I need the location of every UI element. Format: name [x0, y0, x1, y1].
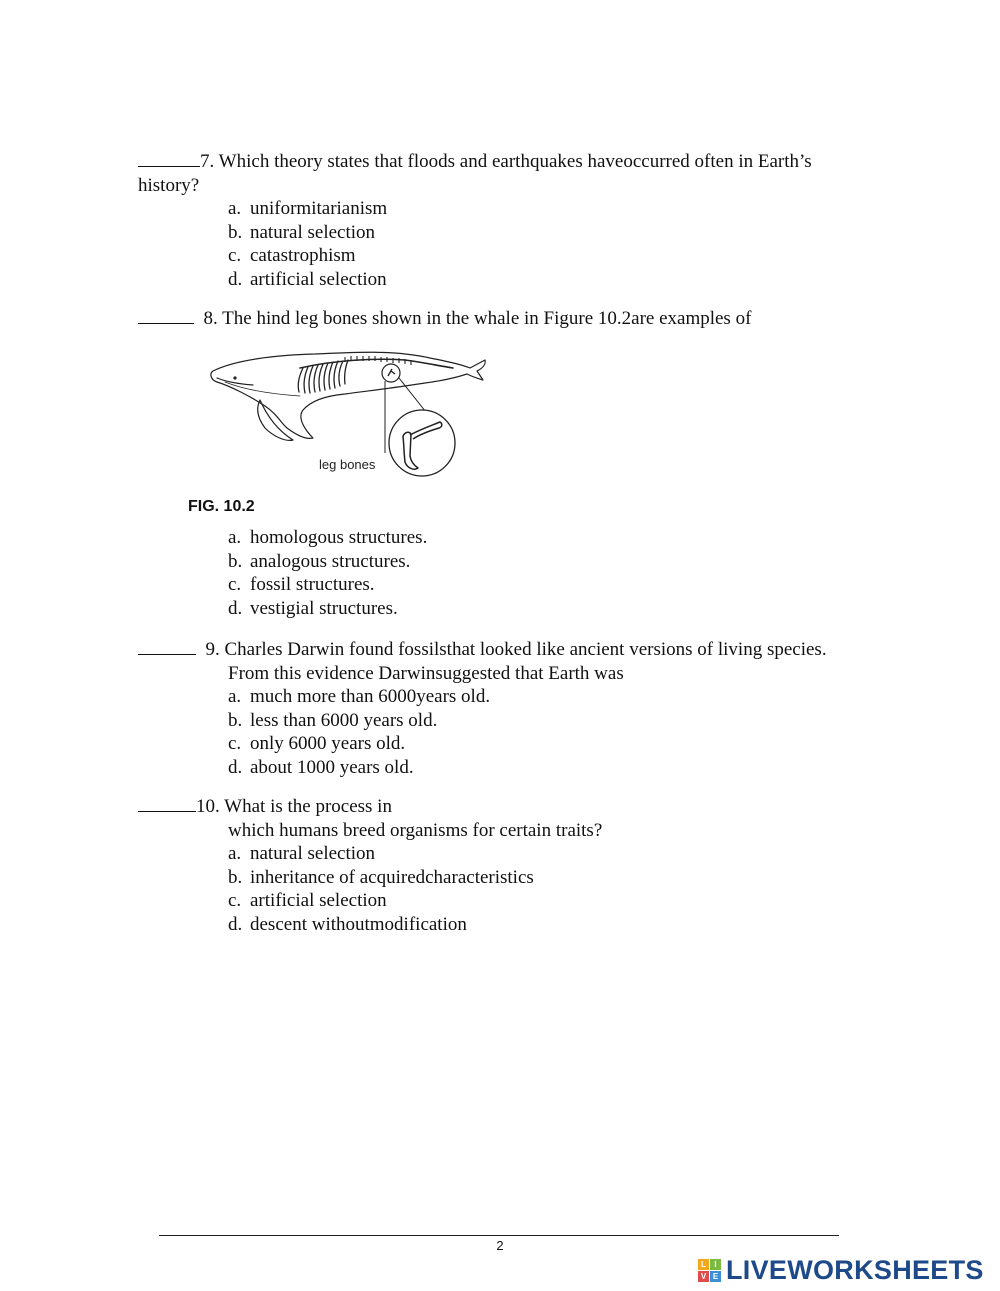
question-8-options	[138, 526, 878, 620]
liveworksheets-brand[interactable]	[698, 1253, 996, 1287]
answer-blank[interactable]	[138, 794, 196, 812]
option-a	[228, 526, 878, 550]
question-text: Which theory states that floods and earthquakes haveoccurred often in Earth’s	[218, 151, 812, 172]
option-text: less than 6000 years old.	[250, 709, 438, 731]
option-letter: c.	[228, 890, 242, 911]
logo-letter: V	[698, 1271, 709, 1282]
question-text-continued: From this evidence Darwinsuggested that Earth was	[228, 662, 624, 684]
option-letter: b.	[228, 709, 243, 731]
option-letter: b.	[228, 221, 243, 243]
option-letter: c.	[228, 733, 242, 754]
option-text: inheritance of acquiredcharacteristics	[250, 866, 534, 888]
question-number: 9.	[205, 639, 220, 660]
option-text: artificial selection	[250, 268, 387, 290]
question-10	[138, 794, 878, 936]
whale-eye	[233, 376, 236, 379]
brand-name: LIVEWORKSHEETS	[726, 1254, 984, 1285]
option-c	[228, 889, 878, 913]
option-text: about 1000 years old.	[250, 756, 414, 778]
answer-blank[interactable]	[138, 149, 200, 167]
option-text: descent withoutmodification	[250, 913, 467, 935]
question-9-stem	[138, 637, 898, 662]
figure-caption: FIG. 10.2	[188, 498, 255, 515]
option-c	[228, 244, 878, 268]
option-d	[228, 597, 878, 621]
option-text: fossil structures.	[250, 574, 375, 595]
question-7	[138, 149, 878, 291]
ribs	[298, 360, 348, 393]
option-text: natural selection	[250, 843, 376, 864]
option-d	[228, 913, 878, 937]
option-d	[228, 756, 898, 780]
question-text: The hind leg bones shown in the whale in Figure 10.2are examples of	[222, 308, 752, 329]
option-a	[228, 842, 878, 866]
option-text: analogous structures.	[250, 550, 411, 572]
option-a	[228, 685, 898, 709]
answer-options	[228, 526, 878, 620]
option-letter: c.	[228, 574, 242, 595]
option-text: homologous structures.	[250, 527, 428, 548]
question-7-stem	[138, 149, 878, 174]
question-number: 10.	[196, 796, 220, 817]
question-text: Charles Darwin found fossilsthat looked like ancient versions of living species.	[224, 639, 827, 660]
magnified-leg-bones	[389, 410, 455, 476]
option-a	[228, 197, 878, 221]
figure-label: leg bones	[319, 457, 376, 472]
whale-leg-bones-figure	[205, 338, 490, 488]
page-number: 2	[496, 1238, 504, 1253]
option-letter: b.	[228, 866, 243, 888]
option-letter: d.	[228, 597, 243, 619]
option-letter: c.	[228, 245, 242, 266]
option-b	[228, 866, 878, 890]
option-letter: b.	[228, 550, 243, 572]
option-text: catastrophism	[250, 245, 356, 266]
option-d	[228, 268, 878, 292]
option-text: uniformitarianism	[250, 198, 388, 219]
question-8-stem	[138, 306, 878, 331]
logo-letter: I	[710, 1259, 721, 1270]
whale-flipper	[258, 400, 293, 440]
question-9	[138, 637, 898, 779]
question-10-stem	[138, 794, 878, 819]
logo-letter: E	[710, 1271, 721, 1282]
option-letter: d.	[228, 268, 243, 290]
liveworksheets-logo-icon	[698, 1259, 721, 1282]
option-c	[228, 573, 878, 597]
answer-blank[interactable]	[138, 637, 196, 655]
option-letter: a.	[228, 686, 242, 707]
option-b	[228, 221, 878, 245]
answer-options	[228, 197, 878, 291]
question-number: 7.	[200, 151, 215, 172]
question-text: What is the process in	[224, 796, 392, 817]
option-b	[228, 550, 878, 574]
leg-bones-marker	[382, 364, 400, 382]
option-text: vestigial structures.	[250, 597, 398, 619]
answer-options	[228, 842, 878, 936]
footer-divider	[159, 1235, 839, 1236]
question-number: 8.	[203, 308, 218, 329]
question-text-continued: history?	[138, 174, 200, 196]
option-letter: a.	[228, 198, 242, 219]
option-text: natural selection	[250, 221, 376, 243]
option-b	[228, 709, 898, 733]
option-text: much more than 6000years old.	[250, 686, 491, 707]
option-c	[228, 732, 898, 756]
option-letter: d.	[228, 756, 243, 778]
answer-blank[interactable]	[138, 306, 194, 324]
logo-letter: L	[698, 1259, 709, 1270]
option-text: only 6000 years old.	[250, 733, 406, 754]
option-letter: a.	[228, 527, 242, 548]
option-letter: a.	[228, 843, 242, 864]
question-text-continued: which humans breed organisms for certain traits?	[228, 819, 603, 841]
answer-options	[228, 685, 898, 779]
option-letter: d.	[228, 913, 243, 935]
option-text: artificial selection	[250, 890, 387, 911]
